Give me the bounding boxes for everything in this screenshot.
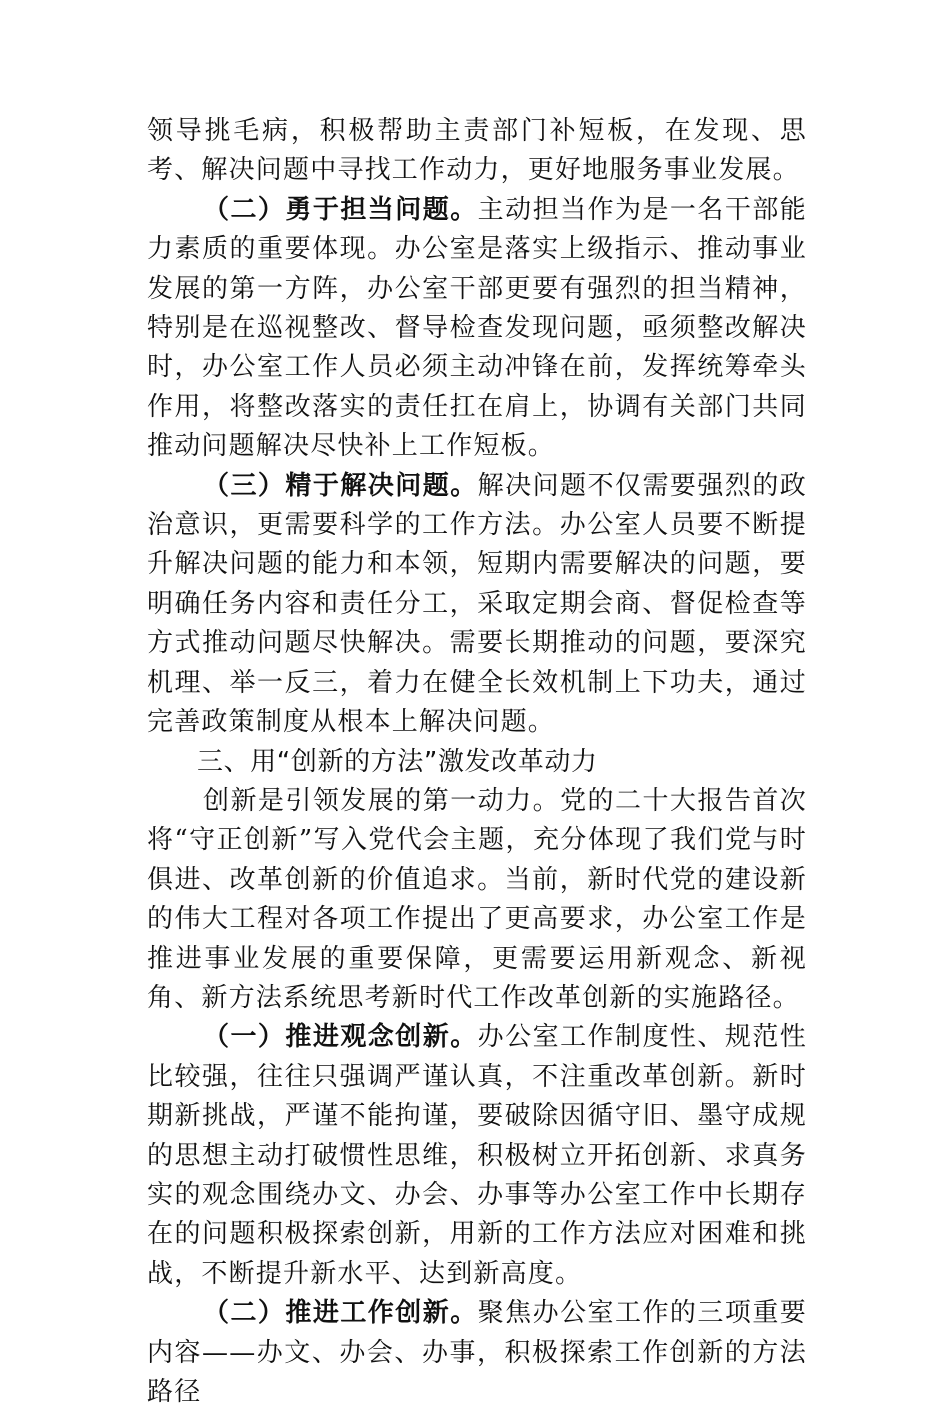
paragraph-concept-innovation <box>147 1018 807 1294</box>
paragraph-text: 创新是引领发展的第一动力。党的二十大报告首次将“守正创新”写入党代会主题，充分体现了我们党与时俱进、改革创新的价值追求。当前，新时代党的建设新的伟大工程对各项工作提出了更高要求，办公室工作是推进事业发展的重要保障，更需要运用新观念、新视角、新方法系统思考新时代工作改革创新的实施路径。 <box>147 785 807 1013</box>
paragraph-text: 主动担当作为是一名干部能力素质的重要体现。办公室是落实上级指示、推动事业发展的第一方阵，办公室干部更要有强烈的担当精神，特别是在巡视整改、督导检查发现问题，亟须整改解决时，办公室工作人员必须主动冲锋在前，发挥统筹牵头作用，将整改落实的责任扛在肩上，协调有关部门共同推动问题解决尽快补上工作短板。 <box>147 194 807 462</box>
paragraph-text: 解决问题不仅需要强烈的政治意识，更需要科学的工作方法。办公室人员要不断提升解决问题的能力和本领，短期内需要解决的问题，要明确任务内容和责任分工，采取定期会商、督促检查等方式推动问题尽快解决。需要长期推动的问题，要深究机理、举一反三，着力在健全长效机制上下功夫，通过完善政策制度从根本上解决问题。 <box>147 470 807 738</box>
paragraph-text: 领导挑毛病，积极帮助主责部门补短板，在发现、思考、解决问题中寻找工作动力，更好地服务事业发展。 <box>147 116 807 186</box>
paragraph-take-responsibility <box>147 191 807 467</box>
paragraph-lead: （二）推进工作创新。 <box>203 1298 478 1329</box>
paragraph-text: 聚焦办公室工作的三项重要内容——办文、办会、办事，积极探索工作创新的方法路径 <box>147 1298 807 1407</box>
document-body <box>147 112 807 1412</box>
paragraph-innovation-intro <box>147 782 807 1018</box>
paragraph-work-innovation <box>147 1294 807 1412</box>
paragraph-lead: （一）推进观念创新。 <box>203 1022 478 1053</box>
section-heading: 三、用“创新的方法”激发改革动力 <box>197 746 598 777</box>
paragraph-text: 办公室工作制度性、规范性比较强，往往只强调严谨认真，不注重改革创新。新时期新挑战，严谨不能拘谨，要破除因循守旧、墨守成规的思想主动打破惯性思维，积极树立开拓创新、求真务实的观念围绕办文、办会、办事等办公室工作中长期存在的问题积极探索创新，用新的工作方法应对困难和挑战，不断提升新水平、达到新高度。 <box>147 1022 807 1289</box>
paragraph-lead: （二）勇于担当问题。 <box>203 194 478 225</box>
paragraph-continuation <box>147 112 807 191</box>
paragraph-solve-problems <box>147 467 807 743</box>
paragraph-lead: （三）精于解决问题。 <box>203 470 478 501</box>
